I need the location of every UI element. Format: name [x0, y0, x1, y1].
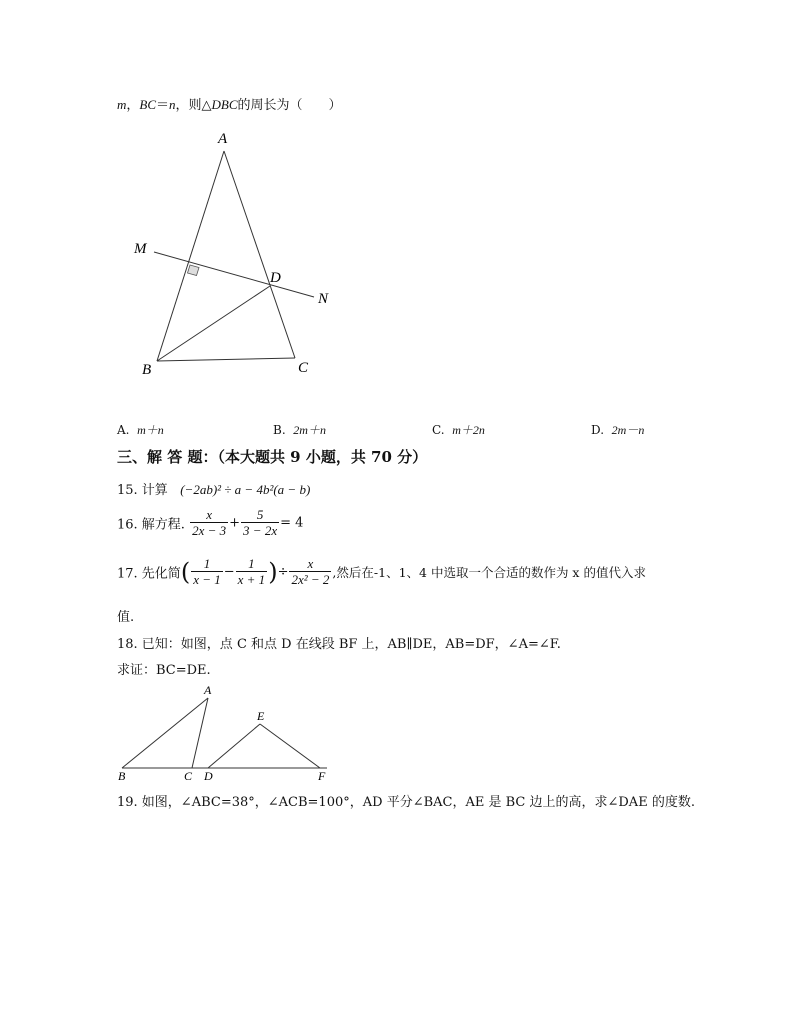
q17-fraction-3: $\frac{x}{\text{2x² − 2}}$ [291, 556, 330, 587]
triangle-dbc: DBC [211, 97, 238, 112]
var-n: n [169, 97, 176, 112]
label-d: D [204, 769, 213, 783]
question-19: 19. 如图，∠ABC=38°，∠ACB=100°，AD 平分∠BAC，AE 是 BC 边上的高，求∠DAE 的度数. [117, 795, 695, 810]
option-d[interactable]: D. 2m－n [591, 423, 645, 437]
q17-fraction-1: $\frac{1}{x - 1}$ [193, 556, 221, 587]
question-16: 16. 解方程. $\frac{x}{2x - 3}$ + $\frac{5}{3 - 2x}$ = 4 [117, 507, 304, 538]
figure-q18-triangles [112, 680, 342, 784]
seg-bc: BC [139, 97, 157, 112]
figure-q14-triangle [120, 125, 360, 385]
label-d: D [270, 270, 281, 286]
option-b[interactable]: B. 2m＋n [273, 423, 326, 437]
label-e: E [257, 709, 265, 723]
question-17: 17. 先化简( $\frac{1}{x - 1}$ − $\frac{1}{x + 1}$ )÷ $\frac{x}{\text{2x² − 2}}$ ,然后在-1、1、4 中选取一个合适的数作为 x 的值代入求 [117, 556, 646, 587]
question-17-line2: 值. [117, 610, 135, 625]
label-f: F [318, 769, 326, 783]
label-n: N [318, 291, 329, 307]
question-18-line2: 求证：BC=DE. [117, 663, 211, 678]
option-a[interactable]: A. m＋n [117, 423, 164, 437]
label-c: C [298, 360, 309, 376]
q17-fraction-2: $\frac{1}{x + 1}$ [237, 556, 266, 587]
label-c: C [184, 769, 193, 783]
label-b: B [118, 769, 126, 783]
q14-tail-line: m，BC＝n，则△DBC的周长为（ ） [117, 97, 342, 113]
q16-fraction-2: $\frac{5}{3 - 2x}$ [243, 507, 278, 538]
option-c[interactable]: C. m＋2n [432, 423, 485, 437]
q15-expression: (−2ab)² ÷ a − 4b²(a − b) [180, 482, 311, 497]
section-heading: 三、解 答 题：（本大题共 9 小题，共 70 分） [117, 448, 428, 466]
label-a: A [204, 683, 212, 697]
question-15: 15. 计算 (−2ab)² ÷ a − 4b²(a − b) [117, 482, 311, 498]
label-m: M [134, 241, 147, 257]
q16-fraction-1: $\frac{x}{2x - 3}$ [192, 507, 227, 538]
label-b: B [142, 362, 152, 378]
label-a: A [218, 131, 228, 147]
var-m: m [117, 97, 127, 112]
question-18-line1: 18. 已知：如图，点 C 和点 D 在线段 BF 上，AB∥DE，AB=DF，∠A=∠F. [117, 637, 561, 652]
